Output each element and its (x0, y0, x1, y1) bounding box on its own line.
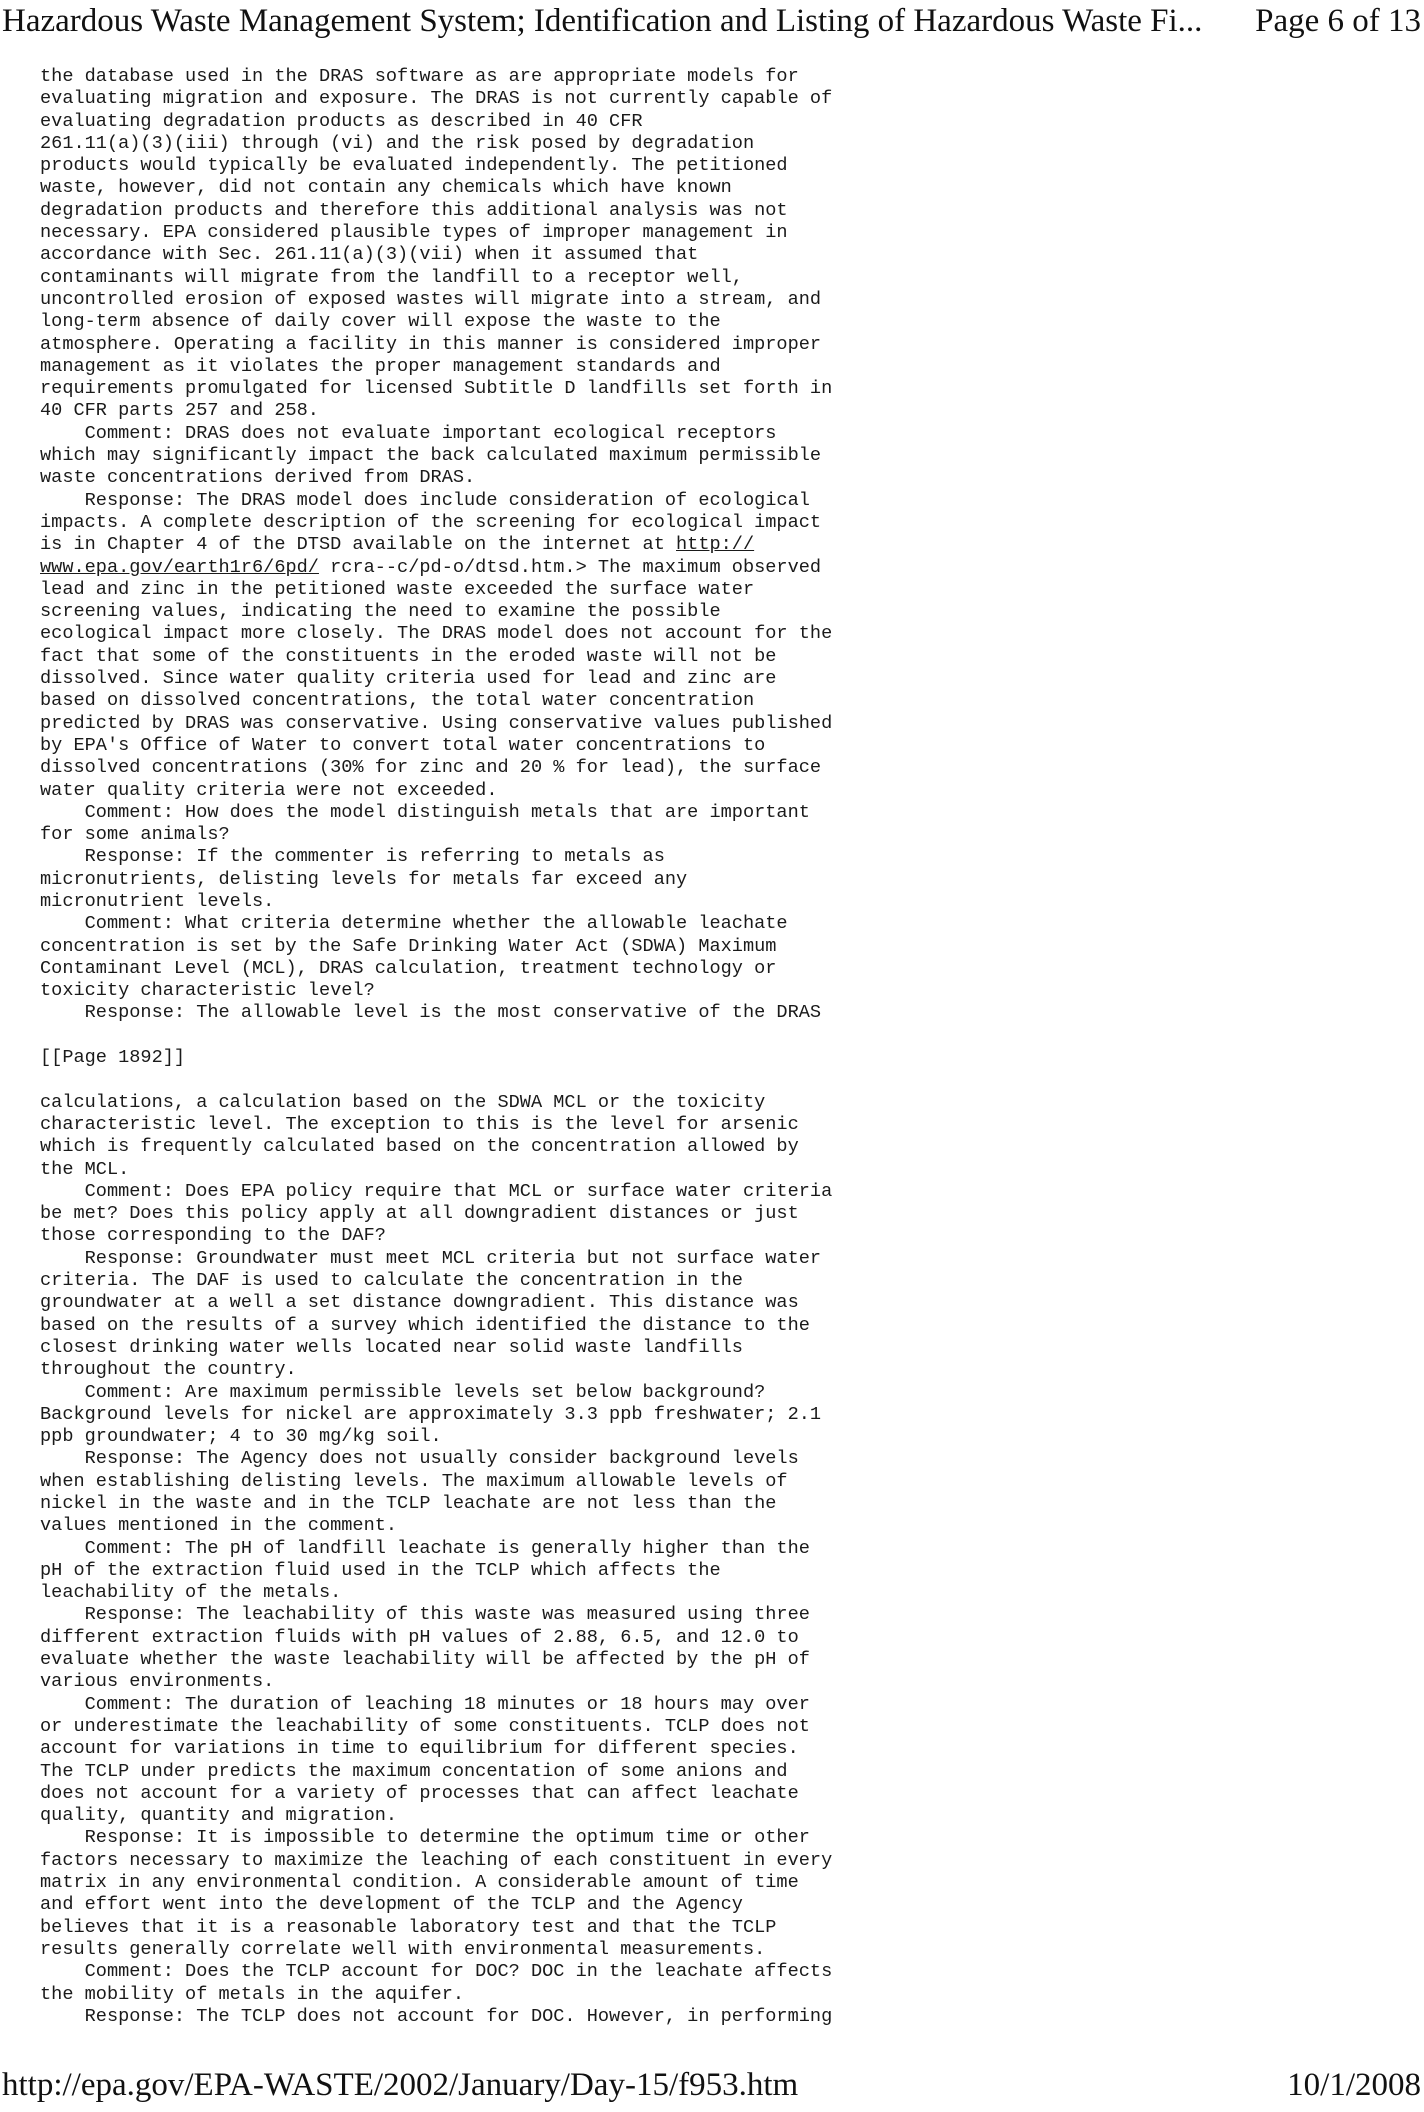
text-line: leachability of the metals. (40, 1582, 342, 1604)
text-line: the database used in the DRAS software as are appropriate models for (40, 66, 799, 87)
text-line: Response: The DRAS model does include consideration of ecological (40, 489, 810, 511)
text-line: fact that some of the constituents in the eroded waste will not be (40, 645, 777, 667)
text-line: evaluate whether the waste leachability will be affected by the pH of (40, 1649, 810, 1671)
text-line: lead and zinc in the petitioned waste exceeded the surface water (40, 578, 755, 600)
text-line: Response: The TCLP does not account for DOC. However, in performing (40, 2005, 833, 2027)
text-line: when establishing delisting levels. The maximum allowable levels of (40, 1470, 788, 1492)
text-line: criteria. The DAF is used to calculate the concentration in the (40, 1270, 743, 1292)
text-line: the MCL. (40, 1158, 130, 1180)
text-line: Comment: DRAS does not evaluate important ecological receptors (40, 422, 777, 444)
text-line: for some animals? (40, 824, 230, 846)
text-line: 261.11(a)(3)(iii) through (vi) and the risk posed by degradation (40, 132, 755, 154)
text-line: products would typically be evaluated independently. The petitioned (40, 155, 788, 177)
text-line: believes that it is a reasonable laboratory test and that the TCLP (40, 1916, 777, 1938)
text-line: dissolved. Since water quality criteria used for lead and zinc are (40, 668, 777, 690)
text-line: different extraction fluids with pH values of 2.88, 6.5, and 12.0 to (40, 1626, 799, 1648)
text-line (40, 1025, 1380, 1047)
text-line: uncontrolled erosion of exposed wastes will migrate into a stream, and (40, 288, 822, 310)
dtsd-link-part2[interactable]: www.epa.gov/earth1r6/6pd/ (40, 556, 319, 578)
text-line: factors necessary to maximize the leaching of each constituent in every (40, 1849, 833, 1871)
text-line: based on dissolved concentrations, the total water concentration (40, 690, 755, 712)
text-line: Response: The allowable level is the most conservative of the DRAS (40, 1002, 822, 1024)
page-footer (0, 2064, 1424, 2112)
text-line: requirements promulgated for licensed Subtitle D landfills set forth in (40, 378, 833, 400)
text-line: throughout the country. (40, 1359, 297, 1381)
text-line: by EPA's Office of Water to convert total water concentrations to (40, 734, 766, 756)
text-line: The TCLP under predicts the maximum concentation of some anions and (40, 1760, 788, 1782)
text-line (40, 1069, 1380, 1091)
text-line: the mobility of metals in the aquifer. (40, 1983, 465, 2005)
text-line: atmosphere. Operating a facility in this manner is considered improper (40, 333, 822, 355)
text-line: Comment: Does EPA policy require that MCL or surface water criteria (40, 1180, 833, 1202)
text-line: be met? Does this policy apply at all downgradient distances or just (40, 1203, 799, 1225)
print-date: 10/1/2008 (1287, 2067, 1421, 2103)
text-line: Response: It is impossible to determine the optimum time or other (40, 1827, 810, 1849)
text-line: which is frequently calculated based on the concentration allowed by (40, 1136, 799, 1158)
text-line: micronutrients, delisting levels for metals far exceed any (40, 868, 688, 890)
text-line: Contaminant Level (MCL), DRAS calculation, treatment technology or (40, 957, 777, 979)
text-line: values mentioned in the comment. (40, 1515, 398, 1537)
text-line: account for variations in time to equilibrium for different species. (40, 1738, 799, 1760)
text-line: Response: If the commenter is referring to metals as (40, 846, 665, 868)
text-line: characteristic level. The exception to this is the level for arsenic (40, 1113, 799, 1135)
text-line: screening values, indicating the need to examine the possible (40, 601, 721, 623)
text-line: quality, quantity and migration. (40, 1805, 398, 1827)
text-line: which may significantly impact the back calculated maximum permissible (40, 445, 822, 467)
text-line: various environments. (40, 1671, 275, 1693)
text-line: Response: Groundwater must meet MCL criteria but not surface water (40, 1247, 822, 1269)
text-line: Response: The leachability of this waste was measured using three (40, 1604, 810, 1626)
text-line-content: The maximum observed (586, 556, 822, 578)
text-line-content: is in Chapter 4 of the DTSD available on the internet at (40, 534, 677, 556)
text-line: closest drinking water wells located near solid waste landfills (40, 1336, 743, 1358)
text-line: Comment: Are maximum permissible levels set below background? (40, 1381, 766, 1403)
text-line: or underestimate the leachability of some constituents. TCLP does not (40, 1715, 810, 1737)
text-line: toxicity characteristic level? (40, 980, 375, 1002)
text-line: pH of the extraction fluid used in the TCLP which affects the (40, 1559, 721, 1581)
text-line: evaluating degradation products as described in 40 CFR (40, 110, 643, 132)
text-line: Response: The Agency does not usually consider background levels (40, 1448, 799, 1470)
page-indicator: Page 6 of 13 (1255, 3, 1421, 39)
text-line: contaminants will migrate from the landfill to a receptor well, (40, 266, 743, 288)
text-line: calculations, a calculation based on the SDWA MCL or the toxicity (40, 1091, 766, 1113)
document-title: Hazardous Waste Management System; Identification and Listing of Hazardous Waste Fi... (2, 3, 1203, 39)
page-header (0, 0, 1424, 50)
text-line: management as it violates the proper management standards and (40, 355, 721, 377)
text-line: does not account for a variety of processes that can affect leachate (40, 1782, 799, 1804)
text-line: degradation products and therefore this additional analysis was not (40, 199, 788, 221)
text-line: predicted by DRAS was conservative. Using conservative values published (40, 712, 833, 734)
text-line: accordance with Sec. 261.11(a)(3)(vii) when it assumed that (40, 244, 699, 266)
text-line: based on the results of a survey which identified the distance to the (40, 1314, 810, 1336)
text-line: impacts. A complete description of the screening for ecological impact (40, 511, 822, 533)
text-line: nickel in the waste and in the TCLP leachate are not less than the (40, 1493, 777, 1514)
text-line: waste concentrations derived from DRAS. (40, 467, 476, 489)
text-line: groundwater at a well a set distance downgradient. This distance was (40, 1292, 799, 1314)
dtsd-link-part1[interactable]: http:// (676, 534, 755, 556)
text-line: Comment: What criteria determine whether the allowable leachate (40, 913, 788, 935)
text-line: ppb groundwater; 4 to 30 mg/kg soil. (40, 1426, 442, 1448)
document-body (40, 66, 1380, 2028)
text-line: micronutrient levels. (40, 890, 275, 912)
text-line: water quality criteria were not exceeded. (40, 779, 498, 801)
text-line: necessary. EPA considered plausible types of improper management in (40, 222, 788, 244)
text-line: concentration is set by the Safe Drinking Water Act (SDWA) Maximum (40, 935, 777, 957)
text-line: those corresponding to the DAF? (40, 1225, 386, 1247)
text-line (40, 557, 1380, 579)
text-line: 40 CFR parts 257 and 258. (40, 400, 319, 422)
text-line: Comment: Does the TCLP account for DOC? DOC in the leachate affects (40, 1961, 833, 1983)
text-line: dissolved concentrations (30% for zinc and 20 % for lead), the surface (40, 757, 822, 779)
text-line (40, 534, 1380, 556)
text-line: Comment: How does the model distinguish metals that are important (40, 801, 810, 823)
text-line: evaluating migration and exposure. The DRAS is not currently capable of (40, 88, 833, 110)
text-line: results generally correlate well with environmental measurements. (40, 1938, 766, 1960)
source-url: http://epa.gov/EPA-WASTE/2002/January/Day-15/f953.htm (2, 2067, 799, 2103)
text-line: matrix in any environmental condition. A considerable amount of time (40, 1872, 799, 1894)
link-tail: rcra--c/pd-o/dtsd.htm.> (318, 556, 587, 578)
text-line: long-term absence of daily cover will expose the waste to the (40, 311, 721, 333)
text-line: and effort went into the development of the TCLP and the Agency (40, 1894, 743, 1916)
text-line: ecological impact more closely. The DRAS model does not account for the (40, 623, 833, 645)
text-line: waste, however, did not contain any chemicals which have known (40, 177, 732, 199)
text-line: Comment: The duration of leaching 18 minutes or 18 hours may over (40, 1693, 810, 1715)
text-line: Background levels for nickel are approximately 3.3 ppb freshwater; 2.1 (40, 1403, 822, 1425)
text-line: Comment: The pH of landfill leachate is generally higher than the (40, 1537, 810, 1559)
text-line: [[Page 1892]] (40, 1047, 186, 1069)
